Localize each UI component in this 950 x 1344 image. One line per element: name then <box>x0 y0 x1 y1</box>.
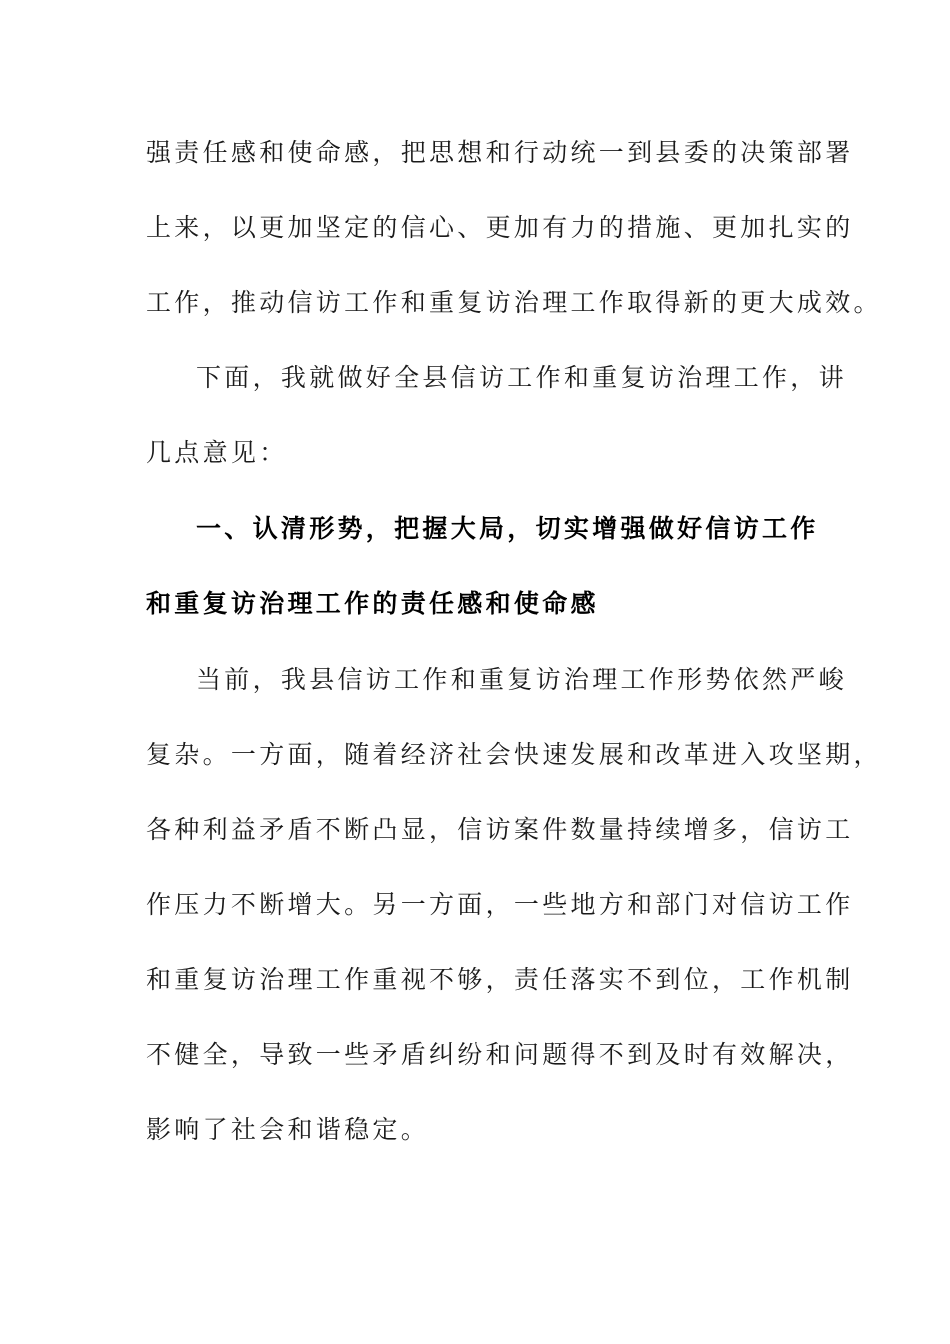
body-text-line: 工作，推动信访工作和重复访治理工作取得新的更大成效。 <box>146 288 882 317</box>
paragraph-start-line: 下面，我就做好全县信访工作和重复访治理工作，讲 <box>196 363 847 392</box>
body-text-line: 和重复访治理工作重视不够，责任落实不到位，工作机制 <box>146 965 854 994</box>
body-text-line: 几点意见： <box>146 438 288 467</box>
body-text-line: 上来，以更加坚定的信心、更加有力的措施、更加扎实的 <box>146 213 854 242</box>
paragraph-start-line: 当前，我县信访工作和重复访治理工作形势依然严峻 <box>196 665 847 694</box>
body-text-line: 不健全，导致一些矛盾纠纷和问题得不到及时有效解决， <box>146 1040 854 1069</box>
body-text-line: 强责任感和使命感，把思想和行动统一到县委的决策部署 <box>146 138 854 167</box>
body-text-line: 作压力不断增大。另一方面，一些地方和部门对信访工作 <box>146 890 854 919</box>
body-text-line: 各种利益矛盾不断凸显，信访案件数量持续增多，信访工 <box>146 815 854 844</box>
section-heading-line: 和重复访治理工作的责任感和使命感 <box>146 589 599 618</box>
body-text-line: 影响了社会和谐稳定。 <box>146 1115 430 1144</box>
body-text-line: 复杂。一方面，随着经济社会快速发展和改革进入攻坚期， <box>146 740 882 769</box>
section-heading-line: 一、认清形势，把握大局，切实增强做好信访工作 <box>196 514 819 543</box>
